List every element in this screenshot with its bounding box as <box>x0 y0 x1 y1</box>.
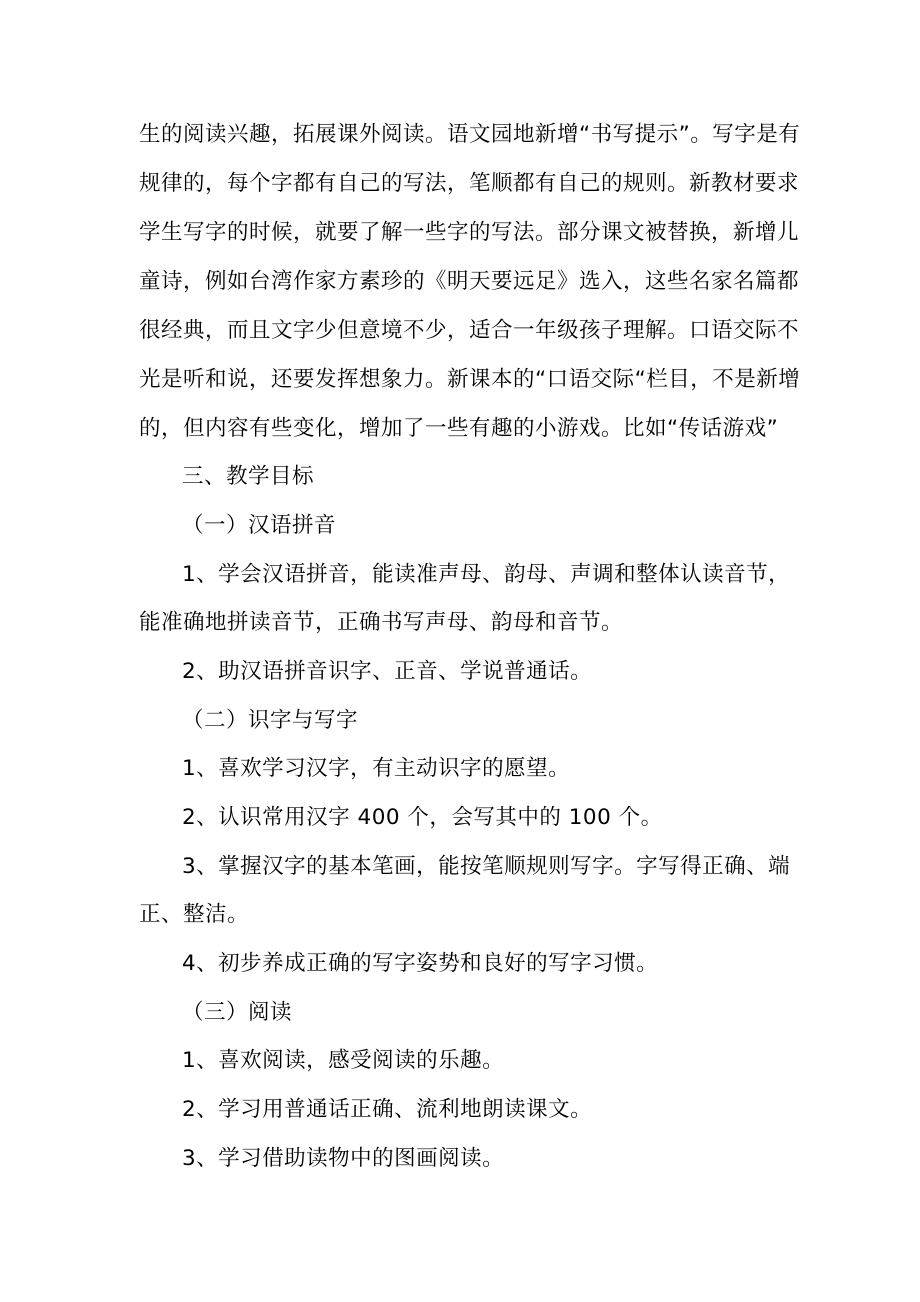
section-heading: 三、教学目标 <box>182 464 315 489</box>
list-item: 1、学会汉语拼音，能读准声母、韵母、声调和整体认读音节， <box>182 562 791 587</box>
paragraph-line: 童诗，例如台湾作家方素珍的《明天要远足》选入，这些名家名篇都 <box>139 269 800 294</box>
paragraph-line: 的，但内容有些变化，增加了一些有趣的小游戏。比如“传话游戏” <box>139 416 779 441</box>
subsection-heading-reading: （三）阅读 <box>182 1000 293 1025</box>
subsection-heading-literacy: （二）识字与写字 <box>182 708 359 733</box>
list-item-continuation: 正、整洁。 <box>139 902 250 927</box>
paragraph-line: 生的阅读兴趣，拓展课外阅读。语文园地新增“书写提示”。写字是有 <box>139 122 801 147</box>
list-item-continuation: 能准确地拼读音节，正确书写声母、韵母和音节。 <box>139 610 624 635</box>
list-item: 1、喜欢学习汉字，有主动识字的愿望。 <box>182 756 571 781</box>
subsection-heading-pinyin: （一）汉语拼音 <box>182 513 337 538</box>
paragraph-line: 学生写字的时候，就要了解一些字的写法。部分课文被替换，新增儿 <box>139 220 800 245</box>
list-item: 3、掌握汉字的基本笔画，能按笔顺规则写字。字写得正确、端 <box>182 854 791 879</box>
list-item: 2、认识常用汉字 400 个，会写其中的 100 个。 <box>182 805 663 830</box>
paragraph-line: 规律的，每个字都有自己的写法，笔顺都有自己的规则。新教材要求 <box>139 171 800 196</box>
list-item: 4、初步养成正确的写字姿势和良好的写字习惯。 <box>182 951 659 976</box>
paragraph-line: 光是听和说，还要发挥想象力。新课本的“口语交际“栏目，不是新增 <box>139 367 801 392</box>
list-item: 2、学习用普通话正确、流利地朗读课文。 <box>182 1097 593 1122</box>
paragraph-line: 很经典，而且文字少但意境不少，适合一年级孩子理解。口语交际不 <box>139 318 800 343</box>
list-item: 3、学习借助读物中的图画阅读。 <box>182 1146 505 1171</box>
list-item: 1、喜欢阅读，感受阅读的乐趣。 <box>182 1048 505 1073</box>
list-item: 2、助汉语拼音识字、正音、学说普通话。 <box>182 659 593 684</box>
